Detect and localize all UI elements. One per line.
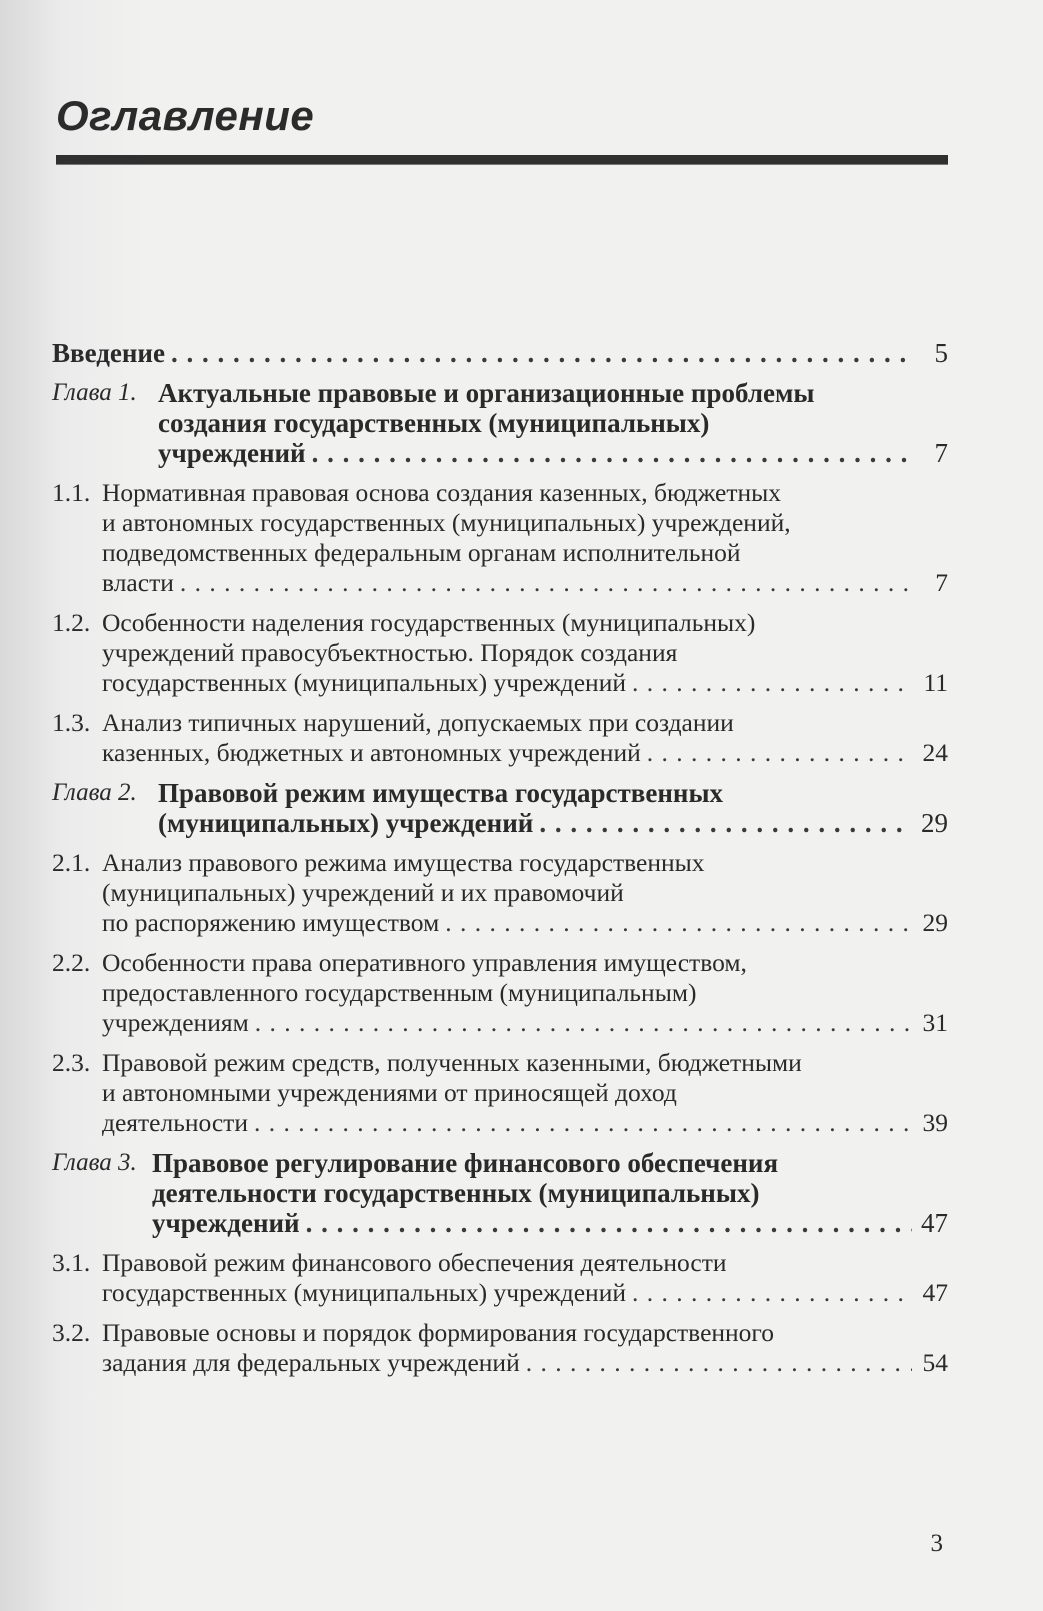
leader-dots <box>255 1008 912 1038</box>
toc-entry-line: (муниципальных) учреждений <box>158 808 534 838</box>
toc-entry-line: Правовые основы и порядок формирования государственного <box>102 1318 775 1347</box>
toc-entry-section-2-2[interactable] <box>52 948 948 1038</box>
toc-entry-line: и автономными учреждениями от приносящей доход <box>102 1078 677 1107</box>
toc-entry-line: Правовой режим средств, полученных казенными, бюджетными <box>102 1048 802 1077</box>
toc-entry-line: государственных (муниципальных) учреждений <box>102 1278 626 1307</box>
toc-entry-line: Правовое регулирование финансового обеспечения <box>152 1148 779 1178</box>
toc-entry-line: Правовой режим имущества государственных <box>158 778 724 808</box>
toc-page-number: 7 <box>934 438 948 468</box>
toc-page-number: 29 <box>922 908 948 937</box>
toc-entry-line: Анализ правового режима имущества государственных <box>102 848 705 877</box>
toc-entry-line: по распоряжению имуществом <box>102 908 440 937</box>
toc-page-number: 47 <box>921 1208 948 1238</box>
section-number: 2.2. <box>52 948 91 977</box>
leader-dots <box>306 1208 912 1238</box>
toc-entry-section-2-1[interactable] <box>52 848 948 938</box>
toc-entry-line: государственных (муниципальных) учреждений <box>102 668 626 697</box>
toc-entry-line: учреждениям <box>102 1008 249 1037</box>
toc-entry-section-3-2[interactable] <box>52 1318 948 1378</box>
toc-page-number: 47 <box>922 1278 948 1307</box>
leader-dots <box>632 1278 912 1308</box>
title-rule <box>56 155 948 165</box>
leader-dots <box>312 438 912 468</box>
leader-dots <box>632 668 912 698</box>
section-number: 3.2. <box>52 1318 91 1347</box>
toc-entry-line: учреждений <box>152 1208 300 1238</box>
toc-entry-line: и автономных государственных (муниципальных) учреждений, <box>102 508 791 537</box>
toc-page-number: 11 <box>923 668 948 697</box>
toc-entry-line: Нормативная правовая основа создания казенных, бюджетных <box>102 478 781 507</box>
toc-entry-line: деятельности <box>102 1108 248 1137</box>
toc-entry-chapter-3[interactable] <box>52 1148 948 1238</box>
leader-dots <box>647 738 912 768</box>
section-number: 1.2. <box>52 608 91 637</box>
toc-entry-line: подведомственных федеральным органам исполнительной <box>102 538 741 567</box>
toc-entry-section-3-1[interactable] <box>52 1248 948 1308</box>
toc-entry-line: Особенности наделения государственных (муниципальных) <box>102 608 756 637</box>
toc-page-number: 54 <box>922 1348 948 1377</box>
toc-entry-line: Правовой режим финансового обеспечения деятельности <box>102 1248 727 1277</box>
chapter-label: Глава 1. <box>52 379 137 406</box>
toc-entry-line: казенных, бюджетных и автономных учреждений <box>102 738 641 767</box>
leader-dots <box>539 808 912 838</box>
toc-entry-line: Анализ типичных нарушений, допускаемых при создании <box>102 708 734 737</box>
toc-page-number: 39 <box>922 1108 948 1137</box>
page-title: Оглавление <box>56 92 315 139</box>
leader-dots <box>445 908 912 938</box>
section-number: 1.3. <box>52 708 91 737</box>
toc-entry-section-2-3[interactable] <box>52 1048 948 1138</box>
toc-entry-intro[interactable] <box>52 338 948 368</box>
toc-entry-line: учреждений <box>158 438 306 468</box>
toc-entry-section-1-1[interactable] <box>52 478 948 598</box>
leader-dots <box>171 338 912 368</box>
folio-page-number: 3 <box>930 1530 943 1557</box>
toc-entry-line: создания государственных (муниципальных) <box>158 408 710 438</box>
toc-page-number: 24 <box>922 738 948 767</box>
toc-entry-line: Особенности права оперативного управления имуществом, <box>102 948 747 977</box>
toc-entry-line: задания для федеральных учреждений <box>102 1348 520 1377</box>
toc-page-number: 29 <box>921 808 948 838</box>
toc-page-number: 31 <box>922 1008 948 1037</box>
toc-entry-line: учреждений правосубъектностью. Порядок создания <box>102 638 678 667</box>
toc-entry-section-1-3[interactable] <box>52 708 948 768</box>
section-number: 2.3. <box>52 1048 91 1077</box>
leader-dots <box>526 1348 912 1378</box>
toc-entry-section-1-2[interactable] <box>52 608 948 698</box>
toc-entry-chapter-2[interactable] <box>52 778 948 838</box>
leader-dots <box>254 1108 912 1138</box>
toc-entry-chapter-1[interactable] <box>52 378 948 468</box>
table-of-contents <box>52 338 948 1388</box>
toc-page-number: 5 <box>934 338 948 368</box>
toc-entry-title: Введение <box>52 338 165 368</box>
section-number: 3.1. <box>52 1248 91 1277</box>
section-number: 1.1. <box>52 478 91 507</box>
toc-entry-line: Актуальные правовые и организационные проблемы <box>158 378 815 408</box>
chapter-label: Глава 2. <box>52 779 137 806</box>
chapter-label: Глава 3. <box>52 1149 137 1176</box>
section-number: 2.1. <box>52 848 91 877</box>
toc-entry-line: предоставленного государственным (муниципальным) <box>102 978 697 1007</box>
toc-entry-line: (муниципальных) учреждений и их правомочий <box>102 878 624 907</box>
toc-entry-line: деятельности государственных (муниципальных) <box>152 1178 760 1208</box>
toc-page-number: 7 <box>935 568 948 597</box>
toc-entry-line: власти <box>102 568 174 597</box>
leader-dots <box>180 568 912 598</box>
